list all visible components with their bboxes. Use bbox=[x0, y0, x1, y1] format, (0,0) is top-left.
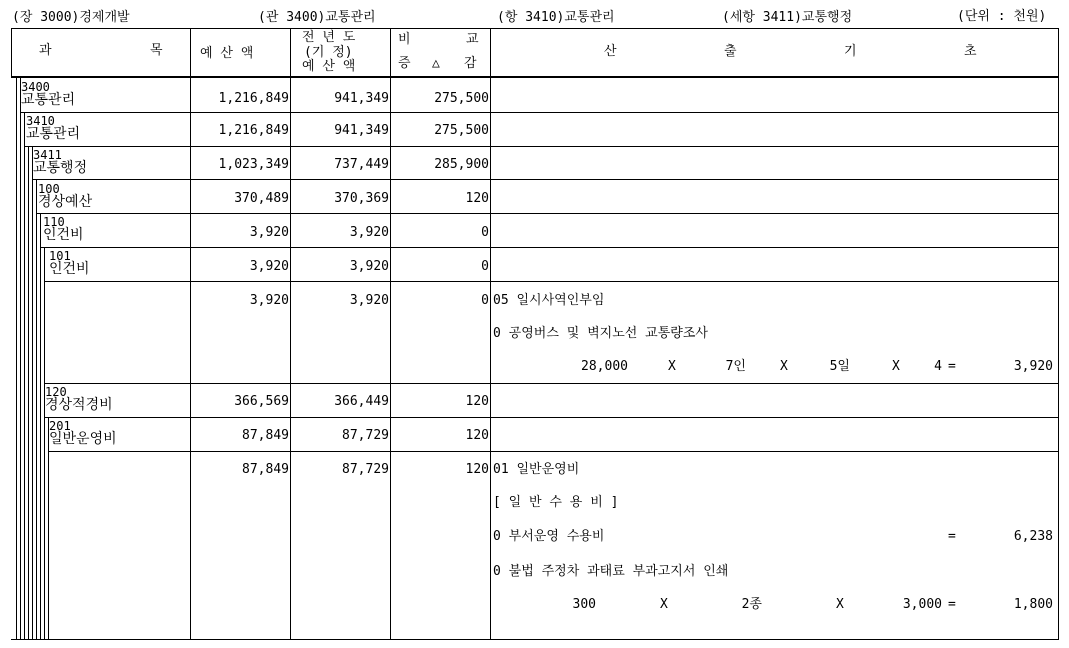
budget-value: 370,489 bbox=[234, 191, 289, 206]
calc-unit-price: 300 bbox=[572, 597, 596, 612]
prev-value: 87,729 bbox=[342, 462, 389, 477]
col-decrease: 감 bbox=[464, 56, 477, 71]
col-delta: △ bbox=[432, 56, 440, 71]
row-label-101: 101 인건비 bbox=[49, 249, 90, 277]
col-prev-bot: 예 산 액 bbox=[302, 59, 356, 74]
budget-value: 1,023,349 bbox=[218, 157, 289, 172]
diff-value: 120 bbox=[465, 191, 489, 206]
prev-value: 3,920 bbox=[349, 293, 389, 308]
diff-value: 275,500 bbox=[434, 91, 489, 106]
calc-unit-price: 28,000 bbox=[581, 359, 628, 374]
budget-value: 87,849 bbox=[242, 462, 289, 477]
prev-value: 941,349 bbox=[334, 91, 389, 106]
calc-times: X bbox=[660, 597, 668, 612]
detail-title: 01 일반운영비 bbox=[493, 462, 580, 477]
calc-times: X bbox=[780, 359, 788, 374]
budget-value: 3,920 bbox=[249, 225, 289, 240]
budget-value: 366,569 bbox=[234, 394, 289, 409]
calc-times: X bbox=[668, 359, 676, 374]
calc-times: X bbox=[836, 597, 844, 612]
col-basis-b: 출 bbox=[724, 44, 737, 59]
col-increase: 증 bbox=[398, 56, 411, 71]
diff-value: 120 bbox=[465, 394, 489, 409]
detail-item: 0 부서운영 수용비 bbox=[493, 529, 605, 544]
calc-total: 1,800 bbox=[1013, 597, 1053, 612]
prev-value: 737,449 bbox=[334, 157, 389, 172]
calc-equals: = bbox=[948, 359, 956, 374]
row-label-120: 120 경상적경비 bbox=[45, 385, 113, 413]
detail-item: 0 불법 주정차 과태료 부과고지서 인쇄 bbox=[493, 564, 729, 579]
calc-qty: 3,000 bbox=[902, 597, 942, 612]
col-subject-a: 과 bbox=[39, 43, 52, 58]
col-prev-top: 전 년 도 bbox=[302, 30, 356, 45]
row-label-3410: 3410 교통관리 bbox=[26, 114, 81, 142]
prev-value: 3,920 bbox=[349, 225, 389, 240]
budget-value: 1,216,849 bbox=[218, 91, 289, 106]
col-compare-b: 교 bbox=[466, 32, 479, 47]
calc-kinds: 2종 bbox=[741, 597, 762, 612]
col-basis-c: 기 bbox=[844, 44, 857, 59]
diff-value: 0 bbox=[481, 225, 489, 240]
col-subject-b: 목 bbox=[150, 43, 163, 58]
calc-total: 3,920 bbox=[1013, 359, 1053, 374]
row-label-201: 201 일반운영비 bbox=[49, 419, 117, 447]
diff-value: 0 bbox=[481, 293, 489, 308]
row-label-3400: 3400 교통관리 bbox=[21, 80, 76, 108]
calc-count: 4 bbox=[934, 359, 942, 374]
diff-value: 120 bbox=[465, 428, 489, 443]
detail-title: 05 일시사역인부임 bbox=[493, 293, 605, 308]
diff-value: 275,500 bbox=[434, 123, 489, 138]
col-budget: 예 산 액 bbox=[200, 46, 254, 61]
row-label-100: 100 경상예산 bbox=[38, 182, 93, 210]
prev-value: 370,369 bbox=[334, 191, 389, 206]
calc-days: 5일 bbox=[829, 359, 850, 374]
header-unit: (단위 : 천원) bbox=[957, 9, 1047, 24]
calc-persons: 7인 bbox=[725, 359, 746, 374]
header-gwan: (관 3400)교통관리 bbox=[258, 10, 376, 25]
prev-value: 941,349 bbox=[334, 123, 389, 138]
detail-item: 0 공영버스 및 벽지노선 교통량조사 bbox=[493, 326, 708, 341]
header-jang: (장 3000)경제개발 bbox=[12, 10, 130, 25]
diff-value: 120 bbox=[465, 462, 489, 477]
prev-value: 87,729 bbox=[342, 428, 389, 443]
budget-value: 3,920 bbox=[249, 259, 289, 274]
header-hang: (항 3410)교통관리 bbox=[497, 10, 615, 25]
header-sehang: (세항 3411)교통행정 bbox=[722, 10, 853, 25]
col-prev-mid: (기 정) bbox=[304, 45, 353, 60]
calc-equals: = bbox=[948, 529, 956, 544]
calc-total: 6,238 bbox=[1013, 529, 1053, 544]
budget-value: 87,849 bbox=[242, 428, 289, 443]
row-label-110: 110 인건비 bbox=[43, 215, 84, 243]
col-basis-a: 산 bbox=[604, 44, 617, 59]
prev-value: 3,920 bbox=[349, 259, 389, 274]
budget-value: 1,216,849 bbox=[218, 123, 289, 138]
prev-value: 366,449 bbox=[334, 394, 389, 409]
col-basis-d: 초 bbox=[964, 44, 977, 59]
col-compare-a: 비 bbox=[398, 32, 411, 47]
diff-value: 0 bbox=[481, 259, 489, 274]
detail-subtitle: [ 일 반 수 용 비 ] bbox=[493, 495, 619, 510]
calc-equals: = bbox=[948, 597, 956, 612]
budget-value: 3,920 bbox=[249, 293, 289, 308]
calc-times: X bbox=[892, 359, 900, 374]
diff-value: 285,900 bbox=[434, 157, 489, 172]
row-label-3411: 3411 교통행정 bbox=[33, 148, 88, 176]
